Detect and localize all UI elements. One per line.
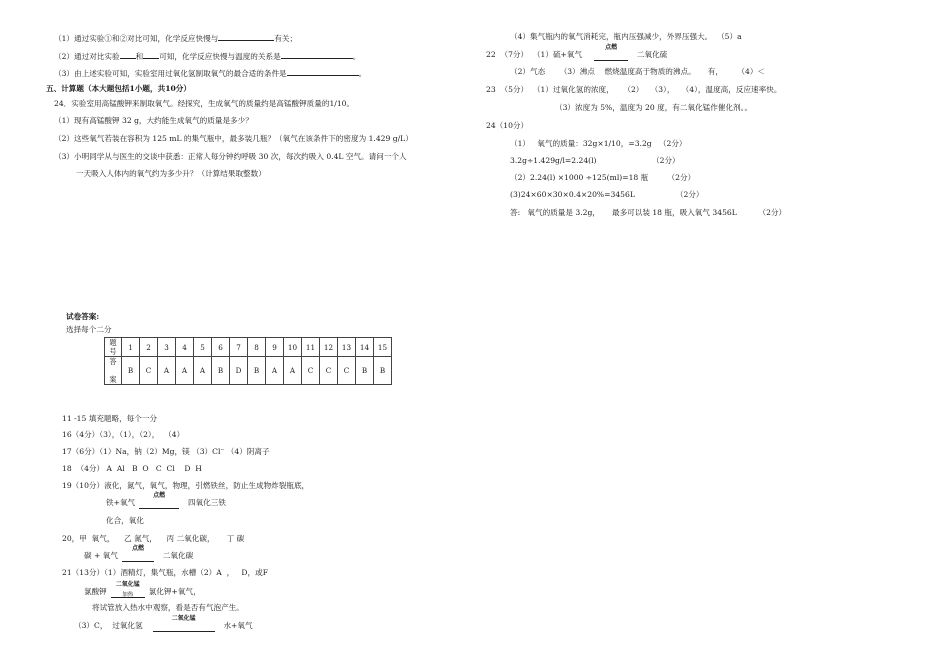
reaction-condition: 二氧化锰	[171, 615, 196, 622]
reaction-condition: 点燃	[605, 44, 618, 51]
question-number-cell: 15	[374, 338, 392, 357]
answer-blank	[218, 32, 274, 41]
answer-4-5: （4）集气瓶内的氧气消耗完，瓶内压强减少，外界压强大。 （5）a	[510, 32, 742, 41]
answer-letter-cell: B	[374, 357, 392, 385]
answer-19-tail: 化合，氧化	[106, 516, 144, 525]
question-number-cell: 12	[320, 338, 338, 357]
answer-20: 20，甲 氧气， 乙 氮气， 丙 二氧化碳， 丁 碳	[62, 534, 245, 543]
question-number-cell: 7	[230, 338, 248, 357]
answer-letter-cell: A	[158, 357, 176, 385]
answer-23-b: （3）浓度为 5%，温度为 20 度，有二氧化锰作催化剂。。	[555, 103, 753, 112]
answer-19-equation: 铁+氧气 点燃 四氧化三铁	[106, 492, 226, 507]
answer-24-4: (3)24×60×30×0.4×20%=3456L （2分）	[510, 190, 704, 199]
reaction-condition: 点燃	[153, 492, 166, 499]
answer-letter-cell: A	[266, 357, 284, 385]
answer-22-2: （2）气态 （3）沸点 燃烧温度高于物质的沸点。 有， （4）＜	[510, 67, 766, 76]
reaction-condition: 二氧化锰	[115, 581, 140, 588]
question-number-cell: 14	[356, 338, 374, 357]
question-2: （2）通过对比实验 和 可知，化学反应快慢与温度的关系是 。	[54, 52, 361, 61]
answers-heading: 试卷答案:	[66, 312, 100, 321]
question-number-cell: 9	[266, 338, 284, 357]
answer-21-c: （3）C， 过氧化氢 二氧化锰 水+氧气	[74, 615, 253, 630]
question-24-part-3-cont: 一天吸入人体内的氧气约为多少升？（计算结果取整数）	[76, 169, 266, 178]
answer-24-1: （1） 氧气的质量：32g×1/10，=3.2g （2分）	[510, 139, 687, 148]
answer-24: 24（10分）	[486, 121, 529, 130]
answer-23: 23 （5分） （1）过氧化氢的浓度， （2） （3）， （4），温度高，反应速率快。	[486, 85, 782, 94]
answer-24-2: 3.2g÷1.429g/l=2.24(l) （2分）	[510, 156, 680, 165]
answer-17: 17（6分）（1）Na，钠（2）Mg，镁 （3）Cl⁻ （4）阴离子	[62, 447, 270, 456]
answer-letter-cell: B	[122, 357, 140, 385]
section-heading-calc: 五、计算题（本大题包括1小题，共10分）	[46, 84, 191, 93]
question-number-cell: 13	[338, 338, 356, 357]
answer-letter-cell: A	[284, 357, 302, 385]
answer-24-summary: 答: 氧气的质量是 3.2g， 最多可以装 18 瓶，吸入氧气 3456L （2分）	[510, 208, 787, 217]
answer-19: 19（10分）液化，氮气，氧气，物理，引燃铁丝，防止生成物炸裂瓶底，	[62, 481, 310, 490]
question-number-cell: 11	[302, 338, 320, 357]
table-header-cell: 答 案	[105, 357, 122, 385]
answer-letter-cell: B	[356, 357, 374, 385]
table-header-cell: 题 号	[105, 338, 122, 357]
table-row	[105, 357, 392, 385]
answer-20-equation: 碳 + 氧气 点燃 二氧化碳	[84, 545, 194, 560]
answer-21-b: 将试管放入热水中观察，看是否有气泡产生。	[92, 603, 244, 612]
question-number-cell: 1	[122, 338, 140, 357]
answer-letter-cell: A	[194, 357, 212, 385]
mc-note: 选择每个二分	[66, 325, 112, 334]
answer-letter-cell: B	[248, 357, 266, 385]
answer-table	[104, 337, 392, 385]
answer-21: 21（13分）（1）酒精灯，集气瓶，水槽（2）A ， D，或F	[62, 568, 268, 577]
question-24-part-1: （1）现有高锰酸钾 32 g，大约能生成氧气的质量是多少？	[54, 116, 253, 125]
answer-16: 16（4分）（3），（1），（2）， （4）	[62, 430, 185, 439]
reaction-condition: 点燃	[131, 545, 144, 552]
answer-letter-cell: C	[338, 357, 356, 385]
question-number-cell: 10	[284, 338, 302, 357]
answer-22: 22 （7分） （1）硫+氧气 点燃 二氧化硫	[486, 44, 668, 59]
answer-blank	[287, 67, 359, 76]
question-24-part-2: （2）这些氧气若装在容积为 125 mL 的集气瓶中，最多装几瓶？（氧气在该条件下的密度为 1.429 g/L）	[54, 134, 413, 143]
question-number-cell: 5	[194, 338, 212, 357]
question-24: 24．实验室用高锰酸钾来制取氧气。经探究，生成氧气的质量约是高锰酸钾质量的1/10。	[54, 99, 355, 108]
question-1: （1）通过实验①和②对比可知，化学反应快慢与 有关；	[54, 34, 298, 43]
answer-letter-cell: C	[320, 357, 338, 385]
question-number-cell: 6	[212, 338, 230, 357]
answer-letter-cell: B	[212, 357, 230, 385]
answer-11-15: 11 -15 填充题略，每个一分	[62, 414, 158, 423]
question-number-cell: 2	[140, 338, 158, 357]
answer-24-3: （2）2.24(l) ×1000 ÷125(ml)=18 瓶 （2分）	[510, 173, 696, 182]
answer-18: 18 （4分） A Al B O C Cl D H	[62, 464, 202, 473]
question-3: （3）由上述实验可知，实验室用过氧化氢制取氧气的最合适的条件是 。	[54, 69, 367, 78]
answer-blank	[281, 50, 353, 59]
question-number-cell: 8	[248, 338, 266, 357]
question-24-part-3: （3）小明同学从与医生的交谈中获悉：正常人每分钟约呼吸 30 次，每次约吸入 0.4L 空气。请问一个人	[54, 152, 407, 161]
table-row	[105, 338, 392, 357]
answer-blank	[143, 50, 159, 59]
reaction-condition: 加热	[122, 592, 134, 598]
answer-letter-cell: C	[302, 357, 320, 385]
question-number-cell: 4	[176, 338, 194, 357]
answer-blank	[120, 50, 136, 59]
answer-letter-cell: C	[140, 357, 158, 385]
answer-letter-cell: D	[230, 357, 248, 385]
answer-21-equation: 氯酸钾 二氧化锰 加热 氯化钾+氧气，	[84, 581, 201, 598]
answer-letter-cell: A	[176, 357, 194, 385]
question-number-cell: 3	[158, 338, 176, 357]
